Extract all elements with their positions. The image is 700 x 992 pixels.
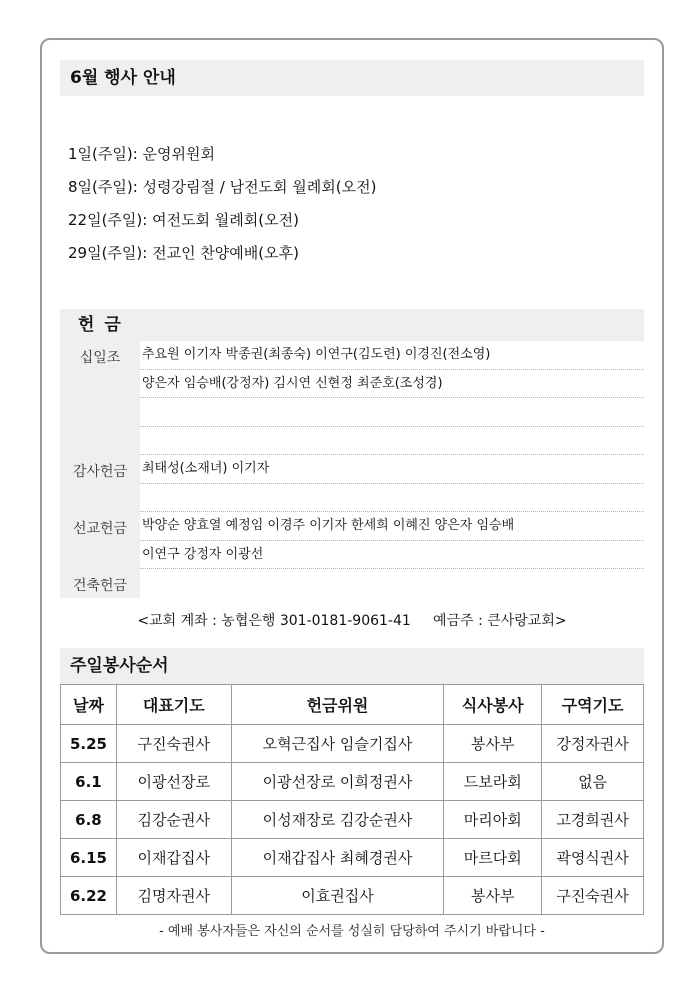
- offering-line: [140, 484, 644, 513]
- row-offering-committee: 이광선장로 이희정권사: [231, 763, 444, 801]
- events-list: [68, 138, 376, 270]
- row-date: 6.15: [61, 839, 117, 877]
- header-meal-service: 식사봉사: [444, 685, 542, 725]
- table-row: [61, 725, 644, 763]
- event-item: 1일(주일): 운영위원회: [68, 145, 215, 163]
- row-date: 6.8: [61, 801, 117, 839]
- row-prayer: 김명자권사: [116, 877, 231, 915]
- row-meal-service: 마리아회: [444, 801, 542, 839]
- schedule-header-row: [61, 685, 644, 725]
- row-date: 6.22: [61, 877, 117, 915]
- row-prayer: 이재갑집사: [116, 839, 231, 877]
- row-district-prayer: 고경희권사: [542, 801, 644, 839]
- event-item: 29일(주일): 전교인 찬양예배(오후): [68, 244, 299, 262]
- row-date: 5.25: [61, 725, 117, 763]
- row-district-prayer: 없음: [542, 763, 644, 801]
- offering-group-tithe: [60, 341, 644, 455]
- table-row: [61, 877, 644, 915]
- offering-label: 선교헌금: [60, 512, 140, 569]
- header-district-prayer: 구역기도: [542, 685, 644, 725]
- offering-line: [140, 569, 644, 598]
- offering-title: 헌 금: [60, 309, 644, 341]
- event-item: 8일(주일): 성령강림절 / 남전도회 월례회(오전): [68, 178, 377, 196]
- offering-group-mission: [60, 512, 644, 569]
- schedule-title: 주일봉사순서: [60, 648, 644, 684]
- row-district-prayer: 강정자권사: [542, 725, 644, 763]
- offering-line: 이연구 강정자 이광선: [140, 541, 644, 570]
- row-prayer: 이광선장로: [116, 763, 231, 801]
- header-offering-committee: 헌금위원: [231, 685, 444, 725]
- row-prayer: 김강순권사: [116, 801, 231, 839]
- event-item: 22일(주일): 여전도회 월례회(오전): [68, 211, 299, 229]
- offering-group-thanks: [60, 455, 644, 512]
- offering-label: 건축헌금: [60, 569, 140, 598]
- row-meal-service: 드보라회: [444, 763, 542, 801]
- events-title: 6월 행사 안내: [60, 60, 644, 96]
- row-offering-committee: 이효권집사: [231, 877, 444, 915]
- offering-group-building: [60, 569, 644, 598]
- header-prayer: 대표기도: [116, 685, 231, 725]
- row-district-prayer: 구진숙권사: [542, 877, 644, 915]
- row-offering-committee: 이성재장로 김강순권사: [231, 801, 444, 839]
- footer-note: - 예배 봉사자들은 자신의 순서를 성실히 담당하여 주시기 바랍니다 -: [159, 924, 545, 939]
- offering-line: [140, 427, 644, 456]
- offering-line: [140, 398, 644, 427]
- offering-line: 추요원 이기자 박종권(최종숙) 이연구(김도련) 이경진(전소영): [140, 341, 644, 370]
- offering-line: 박양순 양효열 예정임 이경주 이기자 한세희 이혜진 양은자 임승배: [140, 512, 644, 541]
- offering-label: 감사헌금: [60, 455, 140, 512]
- table-row: [61, 839, 644, 877]
- offering-line: 양은자 임승배(강정자) 김시연 신현정 최준호(조성경): [140, 370, 644, 399]
- row-offering-committee: 오혁근집사 임슬기집사: [231, 725, 444, 763]
- row-meal-service: 봉사부: [444, 877, 542, 915]
- offering-label: 십일조: [60, 341, 140, 455]
- table-row: [61, 801, 644, 839]
- row-prayer: 구진숙권사: [116, 725, 231, 763]
- schedule-table: [60, 684, 644, 915]
- offering-list: [60, 341, 644, 598]
- row-offering-committee: 이재갑집사 최혜경권사: [231, 839, 444, 877]
- row-district-prayer: 곽영식권사: [542, 839, 644, 877]
- row-meal-service: 마르다회: [444, 839, 542, 877]
- table-row: [61, 763, 644, 801]
- header-date: 날짜: [61, 685, 117, 725]
- bank-account-info: <교회 계좌 : 농협은행 301-0181-9061-41 예금주 : 큰사랑교회>: [137, 613, 567, 629]
- row-meal-service: 봉사부: [444, 725, 542, 763]
- offering-line: 최태성(소재녀) 이기자: [140, 455, 644, 484]
- row-date: 6.1: [61, 763, 117, 801]
